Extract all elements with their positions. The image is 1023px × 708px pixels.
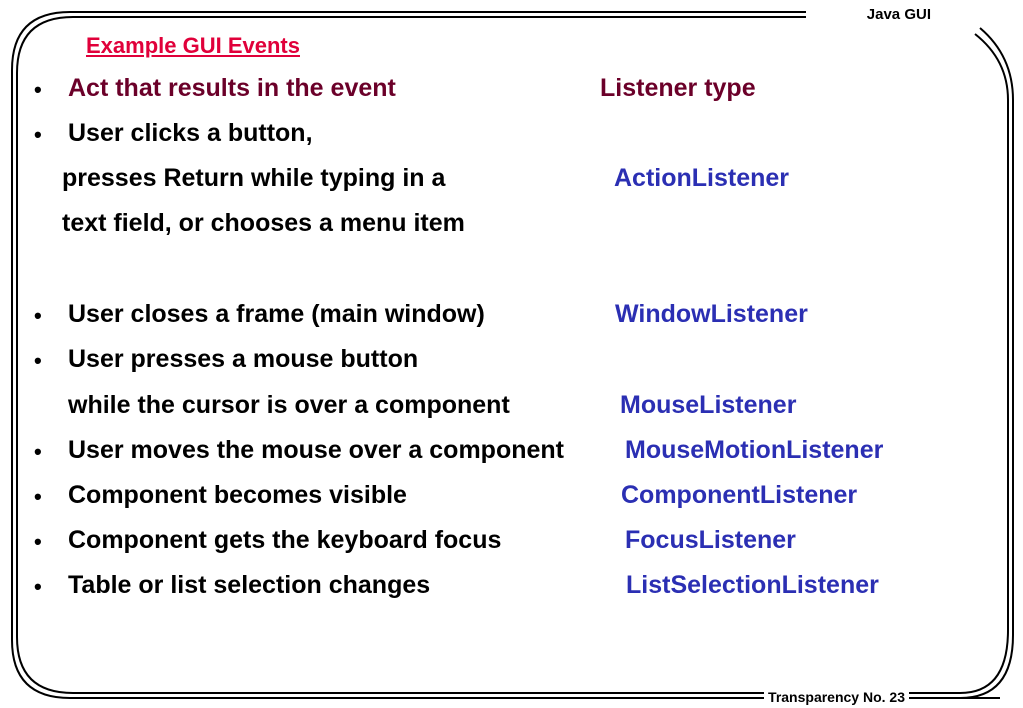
listener-type-text: MouseListener <box>620 391 797 419</box>
list-item <box>0 436 1023 472</box>
listener-type-text: ComponentListener <box>621 481 858 509</box>
listener-type-text: FocusListener <box>625 526 796 554</box>
bullet-icon: • <box>34 122 42 147</box>
event-act-text: User moves the mouse over a component <box>68 436 564 464</box>
list-item <box>0 164 1023 200</box>
listener-type-text: MouseMotionListener <box>625 436 884 464</box>
event-act-text: User clicks a button, <box>68 119 313 147</box>
list-item <box>0 526 1023 562</box>
list-item <box>0 209 1023 245</box>
listener-column-header: Listener type <box>600 74 756 102</box>
bullet-icon: • <box>34 348 42 373</box>
bullet-icon: • <box>34 303 42 328</box>
bullet-icon: • <box>34 574 42 599</box>
list-item <box>0 300 1023 336</box>
listener-type-text: ListSelectionListener <box>626 571 879 599</box>
listener-type-text: ActionListener <box>614 164 790 192</box>
event-act-text: Component gets the keyboard focus <box>68 526 502 554</box>
footer-transparency-number: Transparency No. 23 <box>764 689 909 705</box>
list-item <box>0 571 1023 607</box>
bullet-icon: • <box>34 484 42 509</box>
event-act-text: text field, or chooses a menu item <box>62 209 465 237</box>
table-header-row <box>0 74 1023 110</box>
event-act-text: Component becomes visible <box>68 481 407 509</box>
bullet-icon: • <box>34 77 42 102</box>
list-item <box>0 119 1023 155</box>
bullet-icon: • <box>34 529 42 554</box>
listener-type-text: WindowListener <box>615 300 808 328</box>
event-act-text: presses Return while typing in a <box>62 164 446 192</box>
act-column-header: Act that results in the event <box>68 74 396 102</box>
event-act-text: while the cursor is over a component <box>68 391 510 419</box>
event-act-text: User presses a mouse button <box>68 345 419 373</box>
event-act-text: Table or list selection changes <box>68 571 431 599</box>
list-item <box>0 481 1023 517</box>
bullet-icon: • <box>34 439 42 464</box>
list-item <box>0 345 1023 381</box>
slide-title: Example GUI Events <box>86 33 300 58</box>
header-title: Java GUI <box>863 6 935 23</box>
list-item <box>0 391 1023 427</box>
event-act-text: User closes a frame (main window) <box>68 300 485 328</box>
